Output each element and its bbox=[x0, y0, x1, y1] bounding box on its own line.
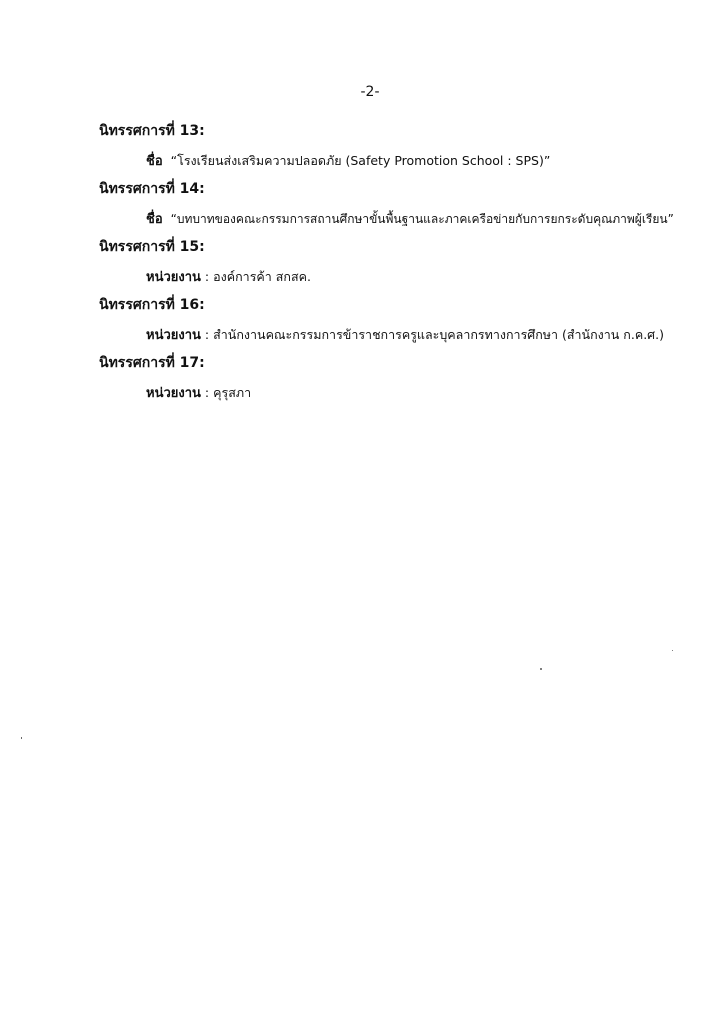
page-number: -2- bbox=[360, 84, 380, 100]
detail-label: หน่วยงาน bbox=[146, 386, 201, 401]
detail-separator: : bbox=[204, 327, 210, 342]
detail-value: สำนักงานคณะกรรมการข้าราชการครูและบุคลากรทางการศึกษา (สำนักงาน ก.ค.ศ.) bbox=[213, 327, 664, 342]
detail-value: “โรงเรียนส่งเสริมความปลอดภัย (Safety Promotion School : SPS)” bbox=[170, 153, 551, 168]
exhibition-heading: นิทรรศการที่ 15: bbox=[99, 239, 205, 255]
scan-speck bbox=[21, 737, 22, 739]
exhibition-list bbox=[99, 117, 699, 407]
exhibition-entry-13 bbox=[99, 117, 699, 175]
detail-separator bbox=[163, 211, 171, 226]
exhibition-heading: นิทรรศการที่ 14: bbox=[99, 181, 205, 197]
exhibition-entry-14 bbox=[99, 175, 699, 233]
exhibition-detail bbox=[99, 146, 699, 175]
detail-separator: : bbox=[204, 385, 210, 400]
exhibition-heading: นิทรรศการที่ 13: bbox=[99, 123, 205, 139]
scan-speck bbox=[540, 668, 542, 670]
exhibition-entry-15 bbox=[99, 233, 699, 291]
detail-value: คุรุสภา bbox=[213, 385, 252, 400]
detail-label: ชื่อ bbox=[146, 212, 163, 227]
exhibition-detail bbox=[99, 378, 699, 407]
detail-separator bbox=[163, 153, 171, 168]
detail-label: หน่วยงาน bbox=[146, 270, 201, 285]
exhibition-heading: นิทรรศการที่ 16: bbox=[99, 297, 205, 313]
detail-separator: : bbox=[204, 269, 210, 284]
detail-value: “บทบาทของคณะกรรมการสถานศึกษาขั้นพื้นฐานและภาคเครือข่ายกับการยกระดับคุณภาพผู้เรียน” bbox=[170, 212, 674, 226]
exhibition-detail bbox=[99, 262, 699, 291]
detail-label: ชื่อ bbox=[146, 154, 163, 169]
detail-label: หน่วยงาน bbox=[146, 328, 201, 343]
exhibition-heading: นิทรรศการที่ 17: bbox=[99, 355, 205, 371]
exhibition-detail bbox=[99, 320, 699, 349]
exhibition-entry-17 bbox=[99, 349, 699, 407]
scan-speck bbox=[672, 650, 673, 651]
detail-value: องค์การค้า สกสค. bbox=[213, 269, 311, 284]
exhibition-detail bbox=[99, 204, 699, 233]
exhibition-entry-16 bbox=[99, 291, 699, 349]
